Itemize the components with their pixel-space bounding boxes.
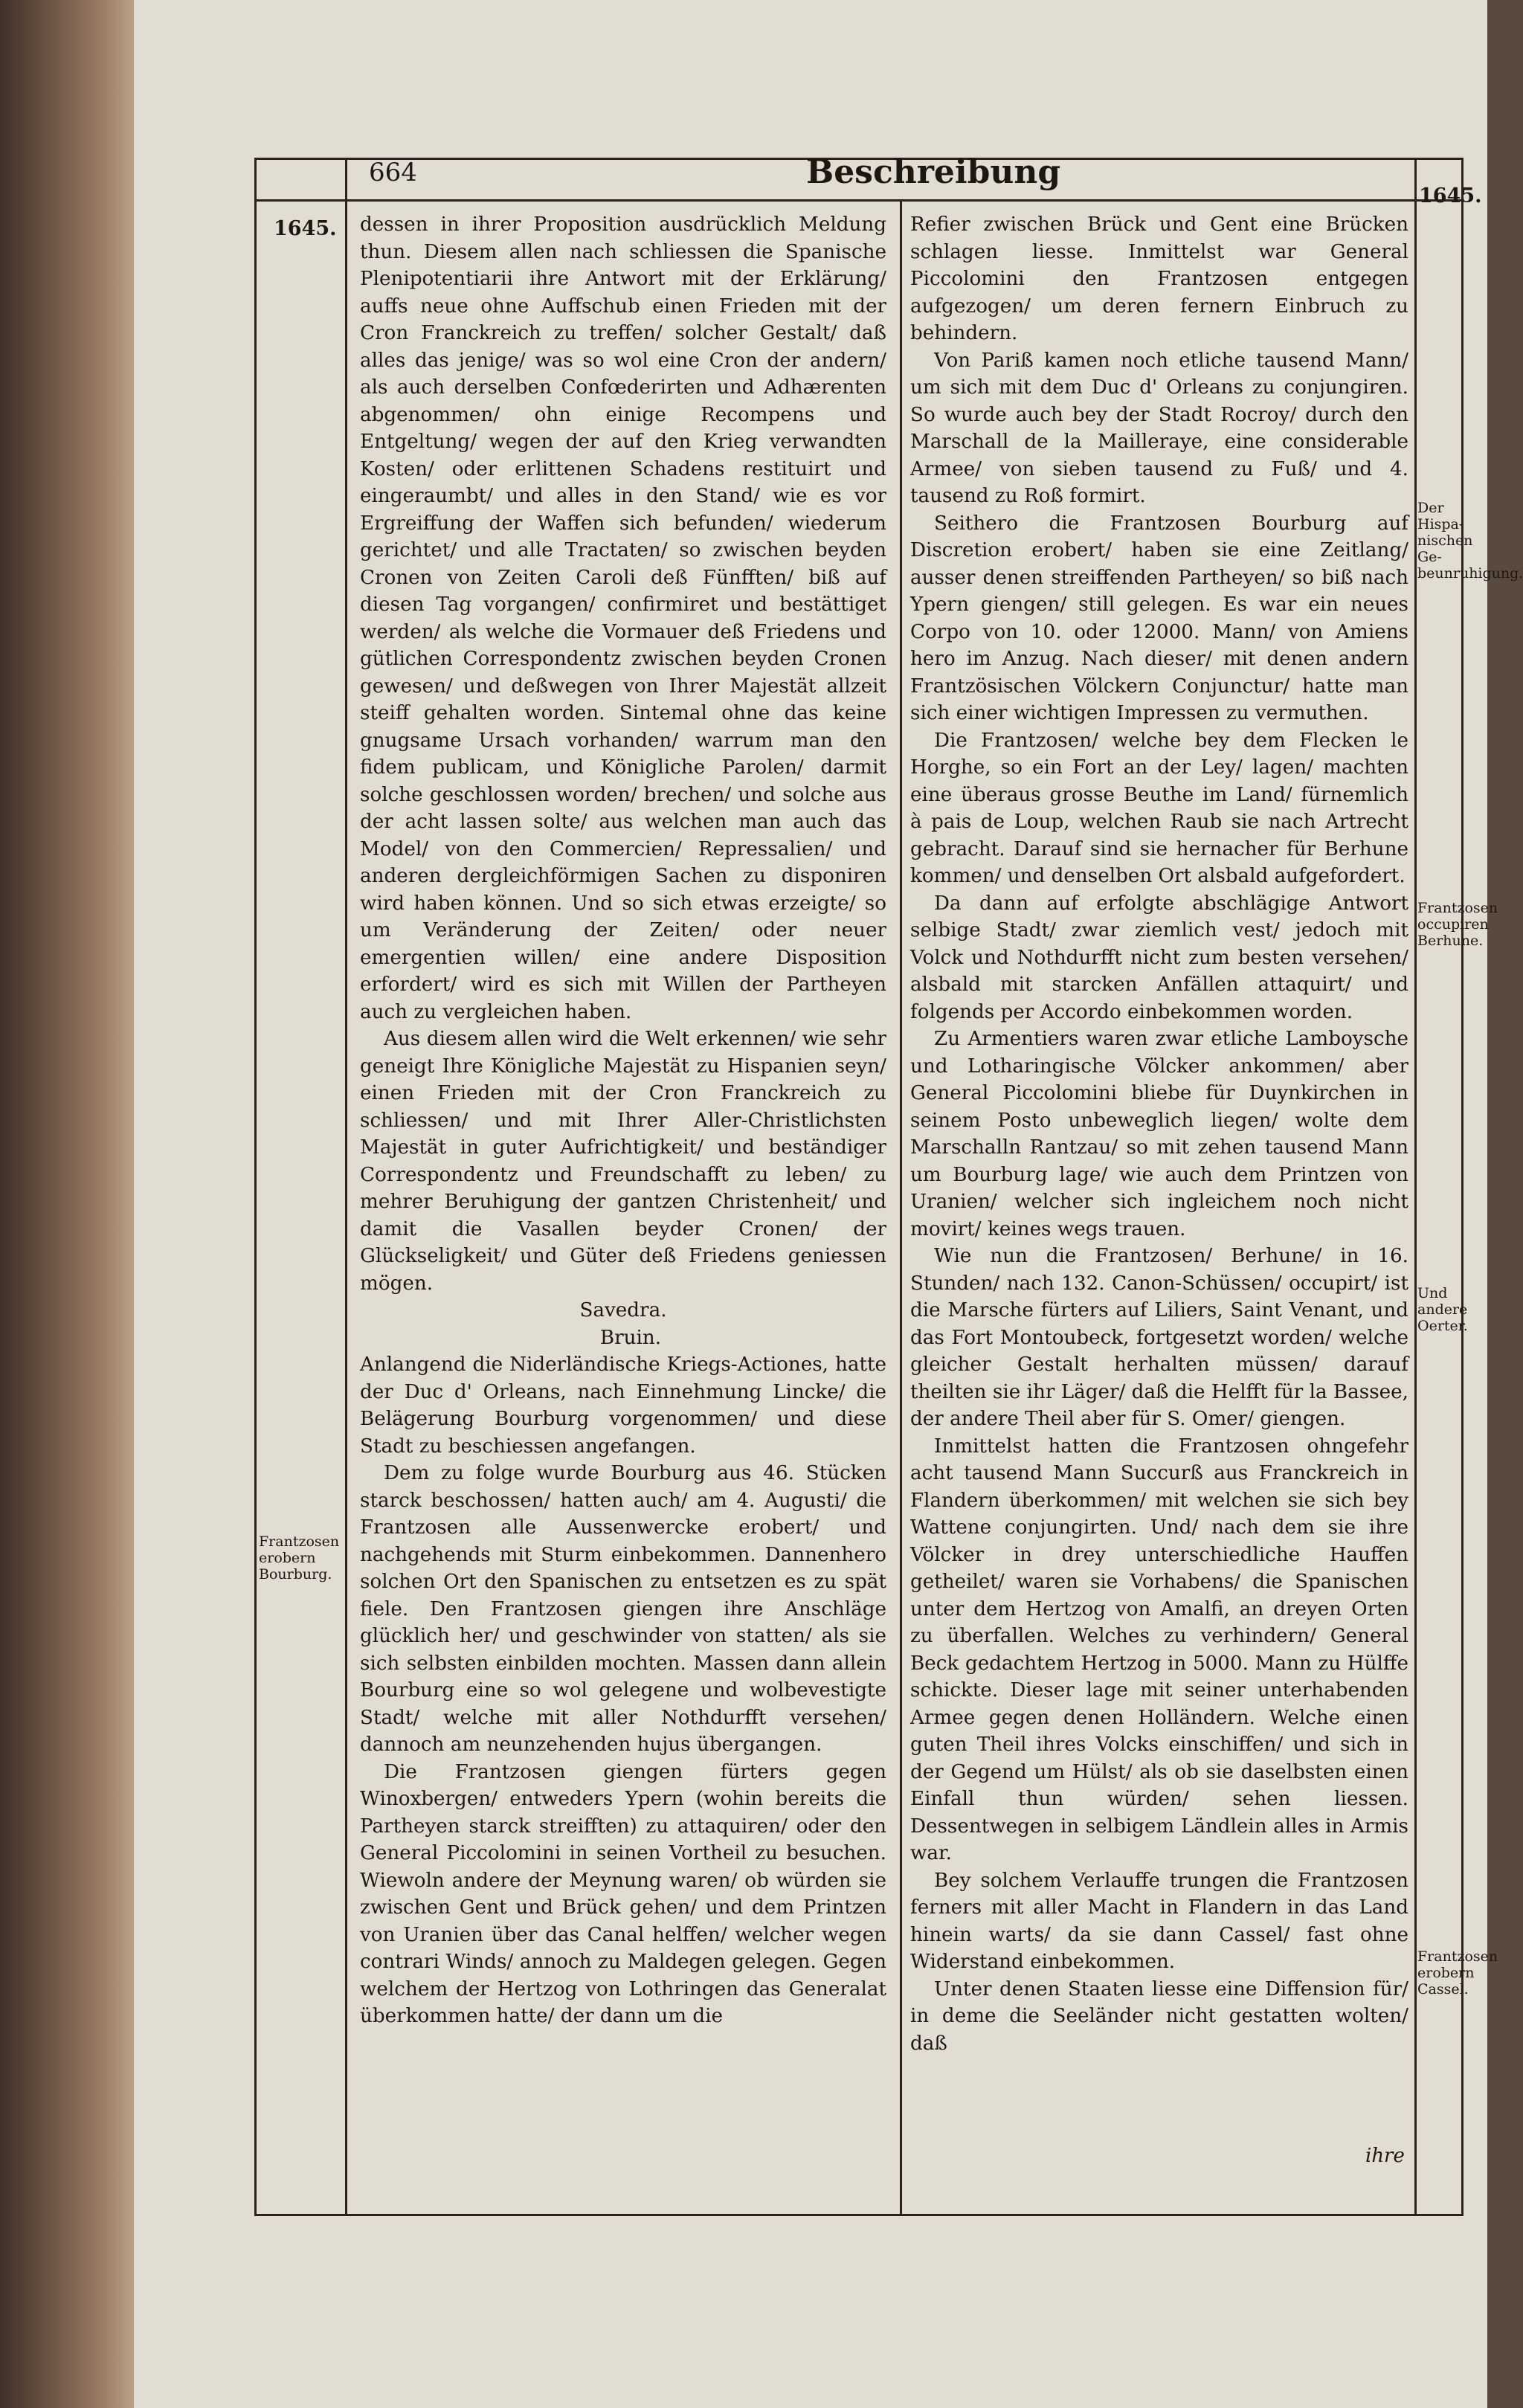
margin-note-right-2: Frantzosen occupiren Berhune. [1417,900,1498,949]
right-margin-rule [1414,158,1417,2214]
header-rule [254,199,1461,202]
right-column [910,211,1408,2057]
margin-note-right-1: Der Hispa- nischen Ge- beunruhigung. [1417,500,1523,582]
right-paragraph-6: Zu Armentiers waren zwar etliche Lamboysche und Lotharingische Völcker ankommen/ aber General Piccolomini bliebe für Duynkirchen in seinem Posto unbeweglich liegen/ wolte dem Marschalln Rantzau/ so mit zehen tausend Mann um Bourburg lage/ wie auch dem Printzen von Uranien/ welcher sich ingleichem noch nicht movirt/ keines wegs trauen. [910,1028,1408,1240]
right-paragraph-2: Von Pariß kamen noch etliche tausend Mann/ um sich mit dem Duc d' Orleans zu conjungiren. So wurde auch bey der Stadt Rocroy/ durch den Marschall de la Mailleraye, eine considerable Armee/ von sieben tausend zu Fuß/ und 4. tausend zu Roß formirt. [910,349,1408,507]
margin-note-right-4: Frantzosen erobern Cassel. [1417,1948,1498,1997]
left-paragraph-5: Die Frantzosen giengen fürters gegen Winoxbergen/ entweders Ypern (wohin bereits die Partheyen starck streifften) zu attaquiren/ oder den General Piccolomini in seinen Vortheil zu besuchen. Wiewoln andere der Meynung waren/ ob würden sie zwischen Gent und Brück gehen/ und dem Printzen von Uranien über das Canal helffen/ welcher wegen contrari Winds/ annoch zu Maldegen gelegen. Gegen welchem der Hertzog von Lothringen das Generalat überkommen hatte/ der dann um die [360,1760,886,2027]
right-paragraph-10: Unter denen Staaten liesse eine Diffension für/ in deme die Seeländer nicht gestatten wolten/ daß [910,1977,1408,2055]
signature-savedra: Savedra. [579,1299,667,1321]
book-gutter [0,0,149,2408]
right-paragraph-8: Inmittelst hatten die Frantzosen ohngefehr acht tausend Mann Succurß aus Franckreich in Flandern überkommen/ mit welchen sie sich bey Wattene conjungirten. Und/ nach dem sie ihre Völcker in drey unterschiedliche Hauffen getheilet/ waren sie Vorhabens/ die Spanischen unter dem Hertzog von Amalfi, an dreyen Orten zu überfallen. Welches zu verhindern/ General Beck gedachtem Hertzog in 5000. Mann zu Hülffe schickte. Dieser lage mit seiner unterhabenden Armee gegen denen Holländern. Welche einen guten Theil ihres Volcks einschiffen/ und sich in der Gegend um Hülst/ als ob sie daselbsten einen Einfall thun würden/ sehen liessen. Dessentwegen in selbigem Ländlein alles in Armis war. [910,1435,1408,1864]
year-right: 1645. [1419,184,1482,207]
column-divider [900,199,902,2214]
left-margin-rule [345,158,347,2214]
right-paragraph-1: Refier zwischen Brück und Gent eine Brücken schlagen liesse. Inmittelst war General Piccolomini den Frantzosen entgegen aufgezogen/ um deren fernern Einbruch zu behindern. [910,213,1408,344]
right-paragraph-4: Die Frantzosen/ welche bey dem Flecken le Horghe, so ein Fort an der Ley/ lagen/ machten eine überaus grosse Beuthe im Land/ fürnemlich à pais de Loup, welchen Raub sie nach Artrecht gebracht. Darauf sind sie hernacher für Berhune kommen/ und denselben Ort alsbald aufgefordert. [910,729,1408,887]
left-paragraph-2: Aus diesem allen wird die Welt erkennen/ wie sehr geneigt Ihre Königliche Majestät zu Hispanien seyn/ einen Frieden mit der Cron Franckreich zu schliessen/ und mit Ihrer Aller-Christlichsten Majestät in guter Aufrichtigkeit/ und beständiger Correspondentz und Freundschafft zu leben/ zu mehrer Beruhigung der gantzen Christenheit/ und damit die Vasallen beyder Cronen/ der Glückseligkeit/ und Güter deß Friedens geniessen mögen. [360,1028,886,1295]
margin-note-right-3: Und andere Oerter. [1417,1285,1468,1334]
catchword: ihre [1365,2145,1405,2167]
year-left: 1645. [274,217,337,240]
margin-note-left-1: Frantzosen erobern Bourburg. [259,1533,340,1583]
left-paragraph-4: Dem zu folge wurde Bourburg aus 46. Stücken starck beschossen/ hatten auch/ am 4. Augusti/ die Frantzosen alle Aussenwercke erobert/ und nachgehends mit Sturm einbekommen. Dannenhero solchen Ort den Spanischen zu entsetzen es zu spät fiele. Den Frantzosen giengen ihre Anschläge glücklich her/ und geschwinder von statten/ als sie sich selbsten einbilden mochten. Massen dann allein Bourburg eine so wol gelegene und wolbevestigte Stadt/ welche mit aller Nothdurfft versehen/ dannoch am neunzehenden hujus übergangen. [360,1462,886,1756]
page-number: 664 [369,158,417,187]
signature-bruin: Bruin. [599,1326,662,1349]
right-paragraph-7: Wie nun die Frantzosen/ Berhune/ in 16. Stunden/ nach 132. Canon-Schüssen/ occupirt/ ist die Marsche fürters auf Liliers, Saint Venant, und das Fort Montoubeck, fortgesetzt worden/ welche gleicher Gestalt herhalten müssen/ darauf theilten sie ihr Läger/ daß die Helfft für la Bassee, der andere Theil aber für S. Omer/ giengen. [910,1245,1408,1430]
left-paragraph-3: Anlangend die Niderländische Kriegs-Actiones, hatte der Duc d' Orleans, nach Einnehmung Lincke/ die Belägerung Bourburg vorgenommen/ und diese Stadt zu beschiessen angefangen. [360,1353,886,1458]
left-column [360,211,886,2030]
running-title: Beschreibung [806,153,1061,191]
left-paragraph-1: dessen in ihrer Proposition ausdrücklich Meldung thun. Diesem allen nach schliessen die Spanische Plenipotentiarii ihre Antwort mit der Erklärung/ auffs neue ohne Auffschub einen Frieden mit der Cron Franckreich zu treffen/ solcher Gestalt/ daß alles das jenige/ was so wol eine Cron der andern/ als auch derselben Confœderirten und Adhærenten abgenommen/ ohn einige Recompens und Entgeltung/ wegen der auf den Krieg verwandten Kosten/ oder erlittenen Schadens restituirt und eingeraumbt/ und alles in den Stand/ wie es vor Ergreiffung der Waffen sich befunden/ wiederum gerichtet/ und alle Tractaten/ so zwischen beyden Cronen von Zeiten Caroli deß Fünfften/ biß auf diesen Tag vorgangen/ confirmiret und bestättiget werden/ als welche die Vormauer deß Friedens und gütlichen Correspondentz zwischen beyden Cronen gewesen/ und deßwegen von Ihrer Majestät allzeit steiff gehalten worden. Sintemal ohne das keine gnugsame Ursach vorhanden/ warrum man den fidem publicam, und Königliche Parolen/ darmit solche geschlossen worden/ brechen/ und solche aus der acht lassen solte/ aus welchen man auch das Model/ von den Commercien/ Repressalien/ und anderen dergleichförmigen Sachen zu disponiren wird haben können. Und so sich etwas erzeigte/ so um Veränderung der Zeiten/ oder neuer emergentien willen/ eine andere Disposition erfordert/ wird es sich mit Willen der Partheyen auch zu vergleichen haben. [360,213,886,1023]
right-paragraph-5: Da dann auf erfolgte abschlägige Antwort selbige Stadt/ zwar ziemlich vest/ jedoch mit Volck und Nothdurfft nicht zum besten versehen/ alsbald mit starcken Anfällen attaquirt/ und folgends per Accordo einbekommen worden. [910,892,1408,1023]
right-paragraph-9: Bey solchem Verlauffe trungen die Frantzosen ferners mit aller Macht in Flandern in das Land hinein warts/ da sie dann Cassel/ fast ohne Widerstand einbekommen. [910,1869,1408,1973]
right-paragraph-3: Seithero die Frantzosen Bourburg auf Discretion erobert/ haben sie eine Zeitlang/ ausser denen streiffenden Partheyen/ so biß nach Ypern giengen/ still gelegen. Es war ein neues Corpo von 10. oder 12000. Mann/ von Amiens hero im Anzug. Nach dieser/ mit denen andern Frantzösischen Völckern Conjunctur/ hatte man sich einer wichtigen Impressen zu vermuthen. [910,512,1408,724]
